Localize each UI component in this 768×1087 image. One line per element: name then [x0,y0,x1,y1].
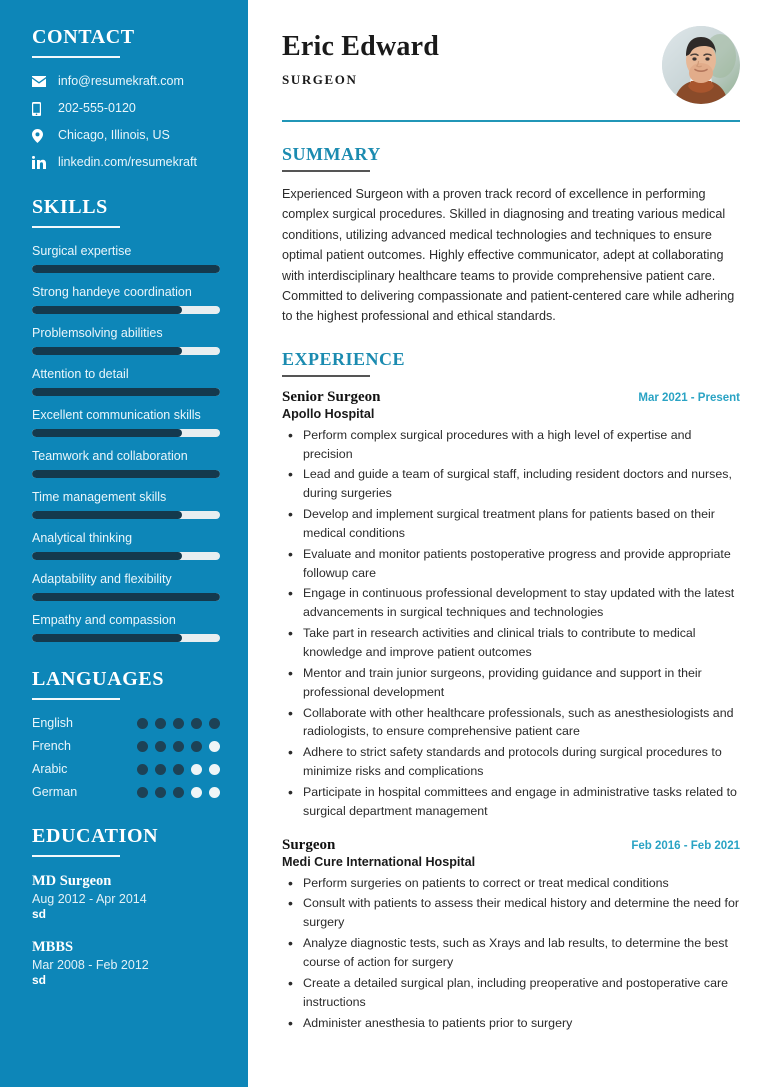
language-item [32,762,220,776]
sidebar [0,0,248,1087]
skill-label: Empathy and compassion [32,613,176,627]
page-title: Eric Edward [282,31,439,62]
summary-section [282,144,740,327]
experience-job-title: Surgeon [282,836,336,853]
rating-dot [155,787,166,798]
language-label: German [32,785,78,799]
rating-dot [209,764,220,775]
skill-item [32,572,220,601]
experience-bullet: • Adhere to strict safety standards and protocols during surgical procedures to minimize risks and complications [301,743,740,781]
skill-bar-track [32,429,220,437]
education-date: Aug 2012 - Apr 2014 [32,892,147,906]
contact-list [32,74,220,170]
language-rating [137,718,220,729]
skill-bar-track [32,265,220,273]
rating-dot [209,741,220,752]
skill-label: Teamwork and collaboration [32,449,188,463]
contact-item-email[interactable] [32,74,220,89]
skills-list [32,244,220,642]
education-heading: EDUCATION [32,825,159,847]
experience-bullet: • Take part in research activities and clinical trials to contribute to medical knowledge and improve patient outcomes [301,624,740,662]
job-role-subtitle: SURGEON [282,71,358,87]
skill-bar-track [32,511,220,519]
skill-bar-track [32,634,220,642]
experience-bullet: • Engage in continuous professional development to stay updated with the latest advancements in surgical techniques and technologies [301,584,740,622]
rating-dot [155,718,166,729]
language-label: French [32,739,71,753]
skill-bar-fill [32,265,220,273]
avatar [662,26,740,104]
summary-heading: SUMMARY [282,144,381,164]
rating-dot [191,764,202,775]
experience-job-title: Senior Surgeon [282,388,381,405]
profile-photo-illustration [662,26,740,104]
rating-dot [137,764,148,775]
language-rating [137,787,220,798]
contact-linkedin-text: linkedin.com/resumekraft [58,155,197,169]
skill-label: Adaptability and flexibility [32,572,172,586]
contact-section [32,26,220,170]
language-item [32,739,220,753]
skill-bar-fill [32,470,220,478]
resume-header [282,26,740,104]
skill-label: Analytical thinking [32,531,133,545]
skill-bar-fill [32,388,220,396]
identity-block [282,26,439,88]
linkedin-icon [32,156,51,169]
experience-date-range: Feb 2016 - Feb 2021 [631,839,740,852]
education-list [32,873,220,987]
rating-dot [137,787,148,798]
experience-heading-rule [282,375,370,377]
contact-item-location[interactable] [32,128,220,143]
education-item [32,939,220,987]
skills-heading: SKILLS [32,196,108,218]
envelope-icon [32,76,51,87]
skill-label: Attention to detail [32,367,129,381]
education-heading-rule [32,855,120,857]
experience-bullet: • Participate in hospital committees and engage in administrative tasks related to surgical department management [301,783,740,821]
language-label: Arabic [32,762,68,776]
experience-company: Medi Cure International Hospital [282,854,476,869]
education-section [32,825,220,987]
summary-text: Experienced Surgeon with a proven track record of excellence in performing complex surgical procedures. Skilled in diagnosing and treating various medical conditions, utilizing advanced medical technologies and techniques to ensure optimal patient outcomes. Highly effective communicator, adept at collaborating with interdisciplinary healthcare teams to provide comprehensive patient care. Committed to delivering compassionate and patient-centered care while adhering to the highest professional and ethical standards. [282,187,735,324]
summary-heading-rule [282,170,370,172]
languages-list [32,716,220,799]
skill-bar-fill [32,306,182,314]
education-degree: MD Surgeon [32,873,112,889]
rating-dot [155,741,166,752]
languages-heading-rule [32,698,120,700]
experience-bullet: • Evaluate and monitor patients postoperative progress and provide appropriate followup care [301,545,740,583]
experience-bullet: • Develop and implement surgical treatment plans for patients based on their medical conditions [301,505,740,543]
skill-item [32,490,220,519]
skill-bar-track [32,388,220,396]
languages-section [32,668,220,799]
location-pin-icon [32,129,51,143]
skill-bar-track [32,552,220,560]
skill-label: Problemsolving abilities [32,326,163,340]
language-rating [137,764,220,775]
skill-item [32,285,220,314]
skill-bar-fill [32,511,182,519]
rating-dot [209,787,220,798]
experience-bullet: • Consult with patients to assess their medical history and determine the need for surgery [301,894,740,932]
education-school: sd [32,973,47,987]
skill-bar-fill [32,634,182,642]
experience-date-range: Mar 2021 - Present [638,391,740,404]
rating-dot [209,718,220,729]
language-rating [137,741,220,752]
skill-label: Strong handeye coordination [32,285,192,299]
experience-company: Apollo Hospital [282,406,375,421]
contact-email-text: info@resumekraft.com [58,74,184,88]
education-degree: MBBS [32,939,74,955]
experience-item [282,389,740,821]
main-content [248,0,768,1087]
rating-dot [155,764,166,775]
skill-item [32,531,220,560]
skills-section [32,196,220,642]
skill-bar-track [32,593,220,601]
skill-label: Surgical expertise [32,244,132,258]
language-item [32,716,220,730]
languages-heading: LANGUAGES [32,668,165,690]
contact-heading: CONTACT [32,26,135,48]
skill-item [32,408,220,437]
skill-label: Time management skills [32,490,167,504]
skill-item [32,613,220,642]
experience-bullet: • Collaborate with other healthcare professionals, such as anesthesiologists and radiologists, to ensure comprehensive patient care [301,704,740,742]
rating-dot [137,718,148,729]
experience-list [282,389,740,1033]
experience-section [282,349,740,1033]
experience-bullet-list [282,426,740,821]
education-school: sd [32,907,47,921]
experience-item-header [282,837,740,854]
education-item [32,873,220,921]
skill-bar-track [32,306,220,314]
experience-bullet: • Perform complex surgical procedures with a high level of expertise and precision [301,426,740,464]
skill-bar-fill [32,429,182,437]
contact-item-phone[interactable] [32,101,220,116]
experience-bullet: • Lead and guide a team of surgical staff, including resident doctors and nurses, during surgeries [301,465,740,503]
experience-bullet: • Mentor and train junior surgeons, providing guidance and support in their professional development [301,664,740,702]
skill-item [32,244,220,273]
skill-bar-track [32,470,220,478]
rating-dot [173,718,184,729]
experience-bullet: • Perform surgeries on patients to correct or treat medical conditions [301,874,740,893]
contact-location-text: Chicago, Illinois, US [58,128,170,142]
experience-bullet: • Analyze diagnostic tests, such as Xrays and lab results, to determine the best course of action for surgery [301,934,740,972]
contact-heading-rule [32,56,120,58]
rating-dot [173,741,184,752]
experience-bullet-list [282,874,740,1033]
skill-label: Excellent communication skills [32,408,201,422]
skill-bar-track [32,347,220,355]
contact-item-linkedin[interactable] [32,155,220,170]
skills-heading-rule [32,226,120,228]
skill-bar-fill [32,552,182,560]
experience-item-header [282,389,740,406]
skill-bar-fill [32,593,220,601]
skill-bar-fill [32,347,182,355]
experience-bullet: • Administer anesthesia to patients prior to surgery [301,1014,740,1033]
experience-item [282,837,740,1033]
skill-item [32,449,220,478]
rating-dot [191,787,202,798]
mobile-phone-icon [32,102,51,116]
language-label: English [32,716,73,730]
skill-item [32,367,220,396]
language-item [32,785,220,799]
contact-phone-text: 202-555-0120 [58,101,136,115]
rating-dot [137,741,148,752]
education-date: Mar 2008 - Feb 2012 [32,958,149,972]
header-divider [282,120,740,122]
skill-item [32,326,220,355]
rating-dot [173,764,184,775]
rating-dot [173,787,184,798]
experience-heading: EXPERIENCE [282,348,406,369]
rating-dot [191,718,202,729]
experience-bullet: • Create a detailed surgical plan, including preoperative and postoperative care instructions [301,974,740,1012]
rating-dot [191,741,202,752]
